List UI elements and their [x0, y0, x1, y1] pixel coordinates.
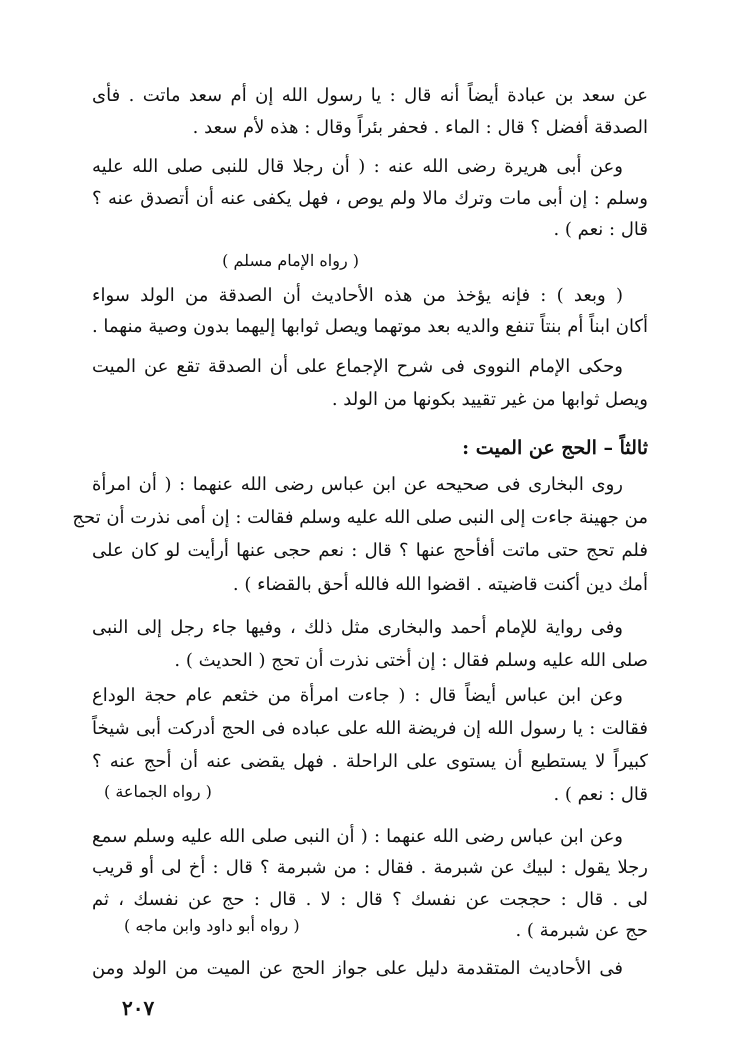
section-heading: ثالثاً – الحج عن الميت :	[462, 437, 648, 459]
text-line: قال : نعم ) .	[553, 219, 648, 240]
text-line: الصدقة أفضل ؟ قال : الماء . فحفر بئراً وقال : هذه لأم سعد .	[192, 117, 648, 138]
text-line: عن سعد بن عبادة أيضاً أنه قال : يا رسول الله إن أم سعد ماتت . فأى	[92, 85, 648, 106]
text-line: حج عن شبرمة ) .	[515, 920, 648, 941]
text-line: وسلم : إن أبى مات وترك مالا ولم يوص ، فهل يكفى عنه أن أتصدق عنه ؟	[92, 188, 648, 209]
source-note: ( رواه أبو داود وابن ماجه )	[124, 916, 300, 935]
text-line: وعن ابن عباس أيضاً قال : ( جاءت امرأة من خثعم عام حجة الوداع	[92, 685, 623, 706]
text-line: وعن أبى هريرة رضى الله عنه : ( أن رجلا قال للنبى صلى الله عليه	[92, 156, 623, 177]
text-line: روى البخارى فى صحيحه عن ابن عباس رضى الله عنهما : ( أن امرأة	[92, 474, 623, 495]
text-line: صلى الله عليه وسلم فقال : إن أختى نذرت أن تحج ( الحديث ) .	[174, 650, 648, 671]
text-line: وحكى الإمام النووى فى شرح الإجماع على أن الصدقة تقع عن الميت	[92, 356, 623, 377]
text-line: ويصل ثوابها من غير تقييد بكونها من الولد .	[331, 389, 648, 410]
text-line: وعن ابن عباس رضى الله عنهما : ( أن النبى صلى الله عليه وسلم سمع	[92, 826, 623, 847]
text-line: من جهينة جاءت إلى النبى صلى الله عليه وسلم فقالت : إن أمى نذرت أن تحج	[72, 507, 648, 528]
page-number: ٢٠٧	[122, 996, 155, 1020]
text-line: فى الأحاديث المتقدمة دليل على جواز الحج عن الميت من الولد ومن	[92, 958, 623, 979]
text-line: رجلا يقول : لبيك عن شبرمة . فقال : من شبرمة ؟ قال : أخ لى أو قريب	[92, 857, 648, 878]
text-line: فلم تحج حتى ماتت أفأحج عنها ؟ قال : نعم حجى عنها أرأيت لو كان على	[92, 540, 648, 561]
text-line: وفى رواية للإمام أحمد والبخارى مثل ذلك ، وفيها جاء رجل إلى النبى	[92, 617, 623, 638]
text-line: لى . قال : حججت عن نفسك ؟ قال : لا . قال : حج عن نفسك ، ثم	[92, 889, 648, 910]
text-line: كبيراً لا يستطيع أن يستوى على الراحلة . فهل يقضى عنه أن أحج عنه ؟	[92, 751, 648, 772]
text-line: أمك دين أكنت قاضيته . اقضوا الله فالله أحق بالقضاء ) .	[232, 574, 648, 595]
text-line: أكان ابناً أم بنتاً تنفع والديه بعد موتهما ويصل ثوابها إليهما بدون وصية منهما .	[91, 316, 648, 337]
text-line: قال : نعم ) .	[553, 784, 648, 805]
text-line: فقالت : يا رسول الله إن فريضة الله على عباده فى الحج أدركت أبى شيخاً	[92, 718, 648, 739]
source-note: ( رواه الإمام مسلم )	[222, 251, 359, 270]
text-line: ( وبعد ) : فإنه يؤخذ من هذه الأحاديث أن الصدقة من الولد سواء	[92, 285, 623, 306]
source-note: ( رواه الجماعة )	[104, 782, 212, 801]
